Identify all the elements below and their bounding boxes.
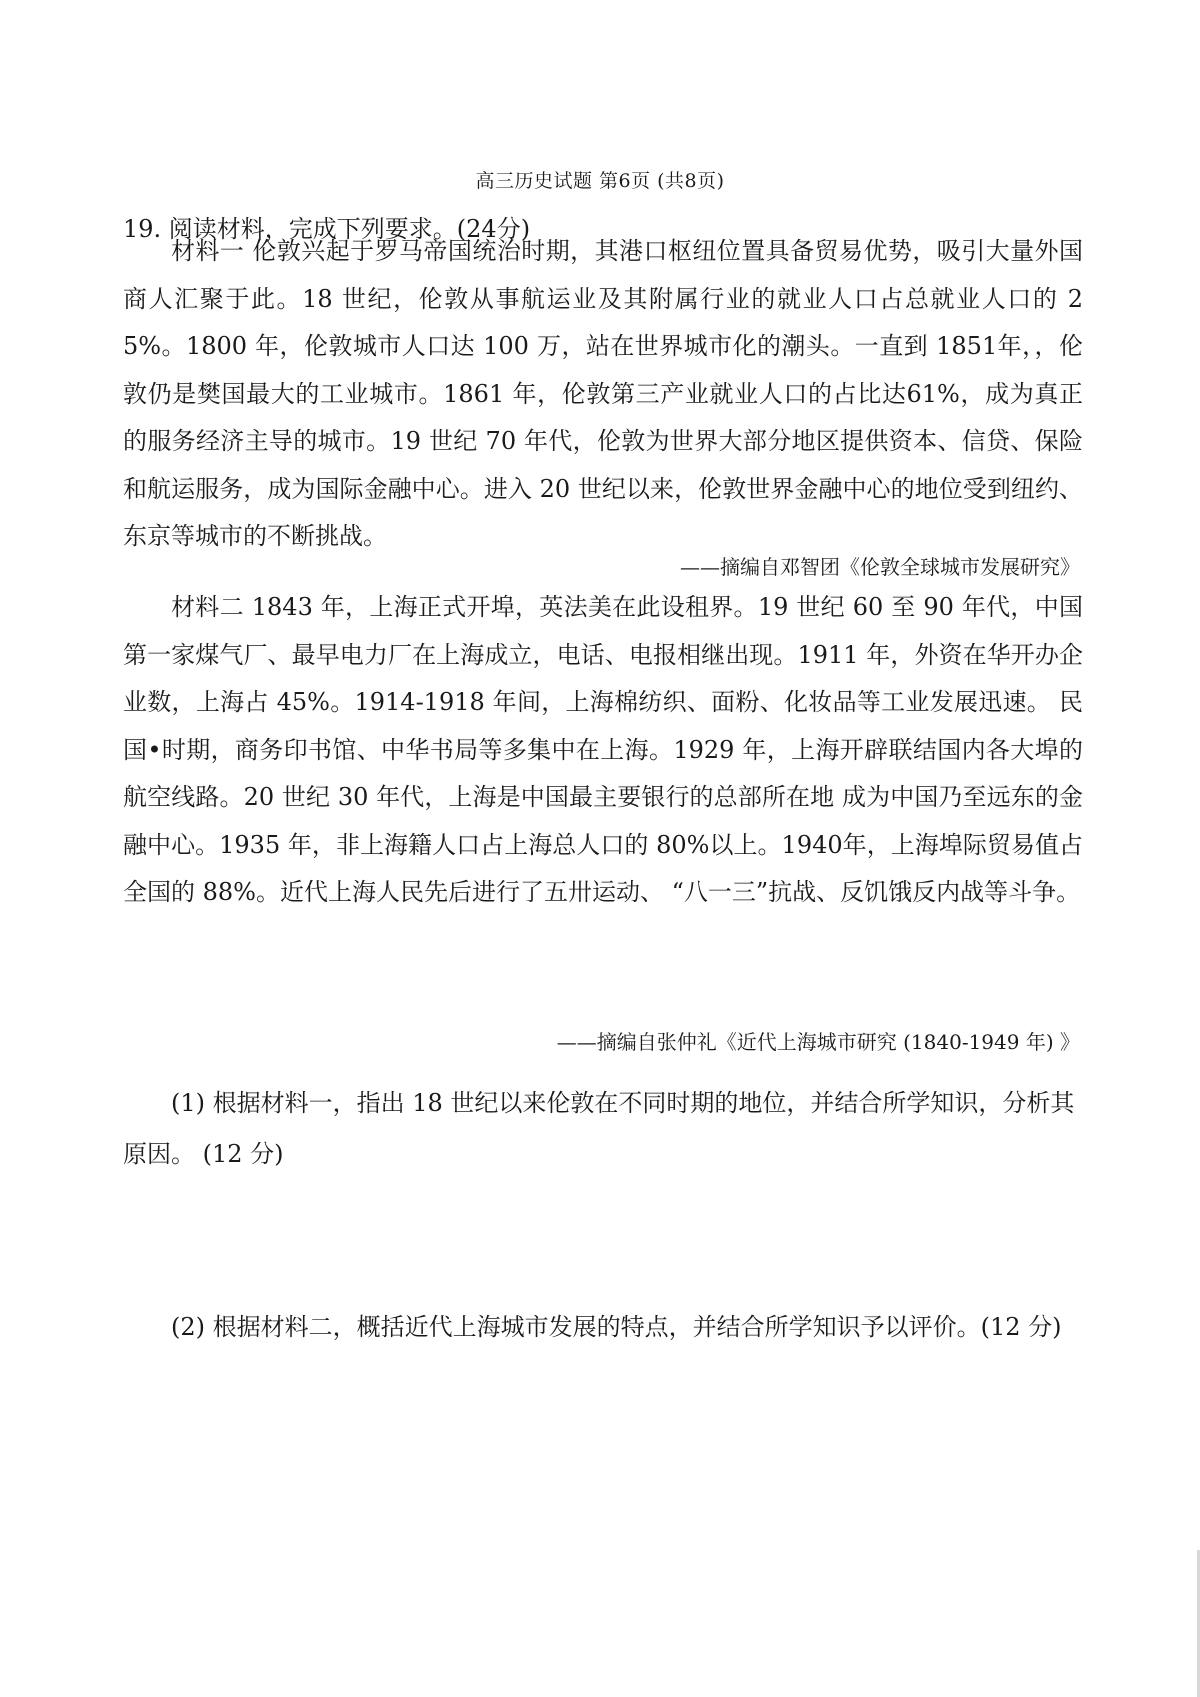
material-one-source: ——摘编自邓智团《伦敦全球城市发展研究》 — [680, 555, 1080, 579]
material-two-text: 材料二 1843 年，上海正式开埠，英法美在此设租界。19 世纪 60 至 90 年代，中国第一家煤气厂、最早电力厂在上海成立，电话、电报相继出现。1911 年，外资在华开办企业数，上海占 45%。1914-1918 年间，上海棉纺织、面粉、化妆品等工业发展迅速。 民国•时期，商务印书馆、中华书局等多集中在上海。1929 年，上海开辟联结国内各大埠的航空线路。20 世纪 30 年代，上海是中国最主要银行的总部所在地 成为中国乃至远东的金融中心。1935 年，非上海籍人口占上海总人口的 80%以上。1940年，上海埠际贸易值占全国的 88%。近代上海人民先后进行了五卅运动、 “八一三”抗战、反饥饿反内战等斗争。 — [123, 593, 1083, 906]
material-two-source: ——摘编自张仲礼《近代上海城市研究 (1840-1949 年) 》 — [556, 1030, 1080, 1054]
question-title: 19. 阅读材料，完成下列要求。(24分) — [123, 215, 531, 243]
sub-question-2: (2) 根据材料二，概括近代上海城市发展的特点，并结合所学知识予以评价。(12 分) — [171, 1313, 1062, 1341]
sub-question-1: (1) 根据材料一，指出 18 世纪以来伦敦在不同时期的地位，并结合所学知识，分析其原因。 (12 分) — [123, 1089, 1075, 1168]
page-header: 高三历史试题 第6页 (共8页) — [475, 170, 725, 192]
material-one-text: 材料一 伦敦兴起于罗马帝国统治时期，其港口枢纽位置具备贸易优势，吸引大量外国商人汇聚于此。18 世纪，伦敦从事航运业及其附属行业的就业人口占总就业人口的 25%。1800 年，伦敦城市人口达 100 万，站在世界城市化的潮头。一直到 1851年，，伦敦仍是樊国最大的工业城市。1861 年，伦敦第三产业就业人口的占比达61%，成为真正的服务经济主导的城市。19 世纪 70 年代，伦敦为世界大部分地区提供资本、信贷、保险和航运服务，成为国际金融中心。进入 20 世纪以来，伦敦世界金融中心的地位受到纽约、东京等城市的不断挑战。 — [123, 237, 1083, 550]
